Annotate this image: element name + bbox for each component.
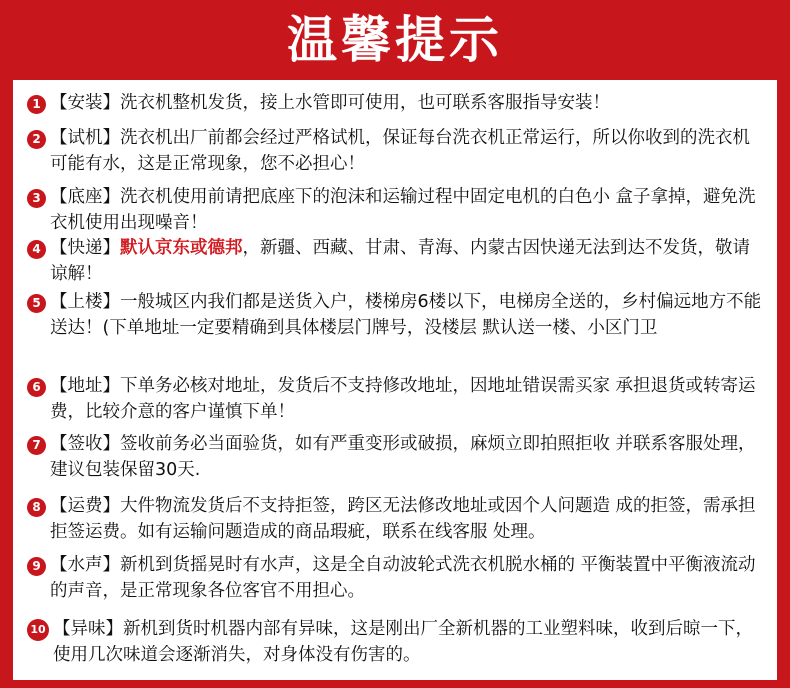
notice-text [50,235,767,287]
notice-text [53,616,767,668]
notice-item-freight [27,493,767,545]
notice-body: 新机到货摇晃时有水声，这是全自动波轮式洗衣机脱水桶的 平衡装置中平衡液流动的声音，是正常现象各位客官不用担心。 [50,555,756,601]
notice-tag: 【签收】 [50,434,120,454]
notice-body: 洗衣机使用前请把底座下的泡沫和运输过程中固定电机的白色小 盒子拿掉，避免洗衣机使用出现噪音！ [50,187,756,233]
notice-tag: 【运费】 [50,496,120,516]
notice-text [50,493,767,545]
number-badge: 10 [27,619,49,641]
number-badge: 7 [27,436,46,455]
notice-body: 签收前务必当面验货，如有严重变形或破损，麻烦立即拍照拒收 并联系客服处理，建议包装保留30天. [50,434,756,480]
notice-body: 下单务必核对地址，发货后不支持修改地址，因地址错误需买家 承担退货或转寄运费，比较介意的客户谨慎下单！ [50,376,756,422]
number-badge: 9 [27,557,46,576]
notice-text [50,125,767,177]
number-badge: 8 [27,498,46,517]
notice-text [50,373,767,425]
notice-item-water-sound [27,552,767,604]
notice-text [50,552,767,604]
number-badge: 5 [27,294,46,313]
number-badge: 3 [27,189,46,208]
notice-body: 洗衣机出厂前都会经过严格试机，保证每台洗衣机正常运行，所以你收到的洗衣机可能有水，这是正常现象，您不必担心！ [50,128,750,174]
notice-text [50,184,767,236]
notice-tag: 【上楼】 [50,292,120,312]
notice-text [50,90,767,116]
notice-text [50,431,767,483]
notice-tag: 【安装】 [50,93,120,113]
notice-highlight: 默认京东或德邦 [120,238,243,258]
notice-tag: 【地址】 [50,376,120,396]
notice-panel [13,80,777,680]
notice-body: 大件物流发货后不支持拒签，跨区无法修改地址或因个人问题造 成的拒签，需承担拒签运费。如有运输问题造成的商品瑕疵，联系在线客服 处理。 [50,496,756,542]
number-badge: 1 [27,95,46,114]
notice-tag: 【底座】 [50,187,120,207]
notice-tag: 【异味】 [53,619,123,639]
notice-item-install [27,90,767,116]
number-badge: 2 [27,130,46,149]
page-title: 温馨提示 [287,11,503,69]
notice-text [50,289,767,341]
notice-body: ，新疆、西藏、甘肃、青海、内蒙古因快递无法到达不发货，敬请谅解！ [50,238,750,284]
notice-tag: 【水声】 [50,555,120,575]
notice-item-signing [27,431,767,483]
number-badge: 6 [27,378,46,397]
notice-body: 新机到货时机器内部有异味，这是刚出厂全新机器的工业塑料味，收到后晾一下，使用几次味道会逐渐消失，对身体没有伤害的。 [53,619,753,665]
notice-item-address [27,373,767,425]
notice-body: 洗衣机整机发货，接上水管即可使用，也可联系客服指导安装！ [120,93,610,113]
notice-body: 一般城区内我们都是送货入户，楼梯房6楼以下，电梯房全送的，乡村偏远地方不能送达！(下单地址一定要精确到具体楼层门牌号，没楼层 默认送一楼、小区门卫 [50,292,762,338]
notice-item-delivery [27,235,767,287]
notice-tag: 【试机】 [50,128,120,148]
notice-item-base [27,184,767,236]
notice-item-odor [27,616,767,668]
notice-item-test [27,125,767,177]
notice-tag: 【快递】 [50,238,120,258]
notice-item-upstairs [27,289,767,341]
number-badge: 4 [27,240,46,259]
